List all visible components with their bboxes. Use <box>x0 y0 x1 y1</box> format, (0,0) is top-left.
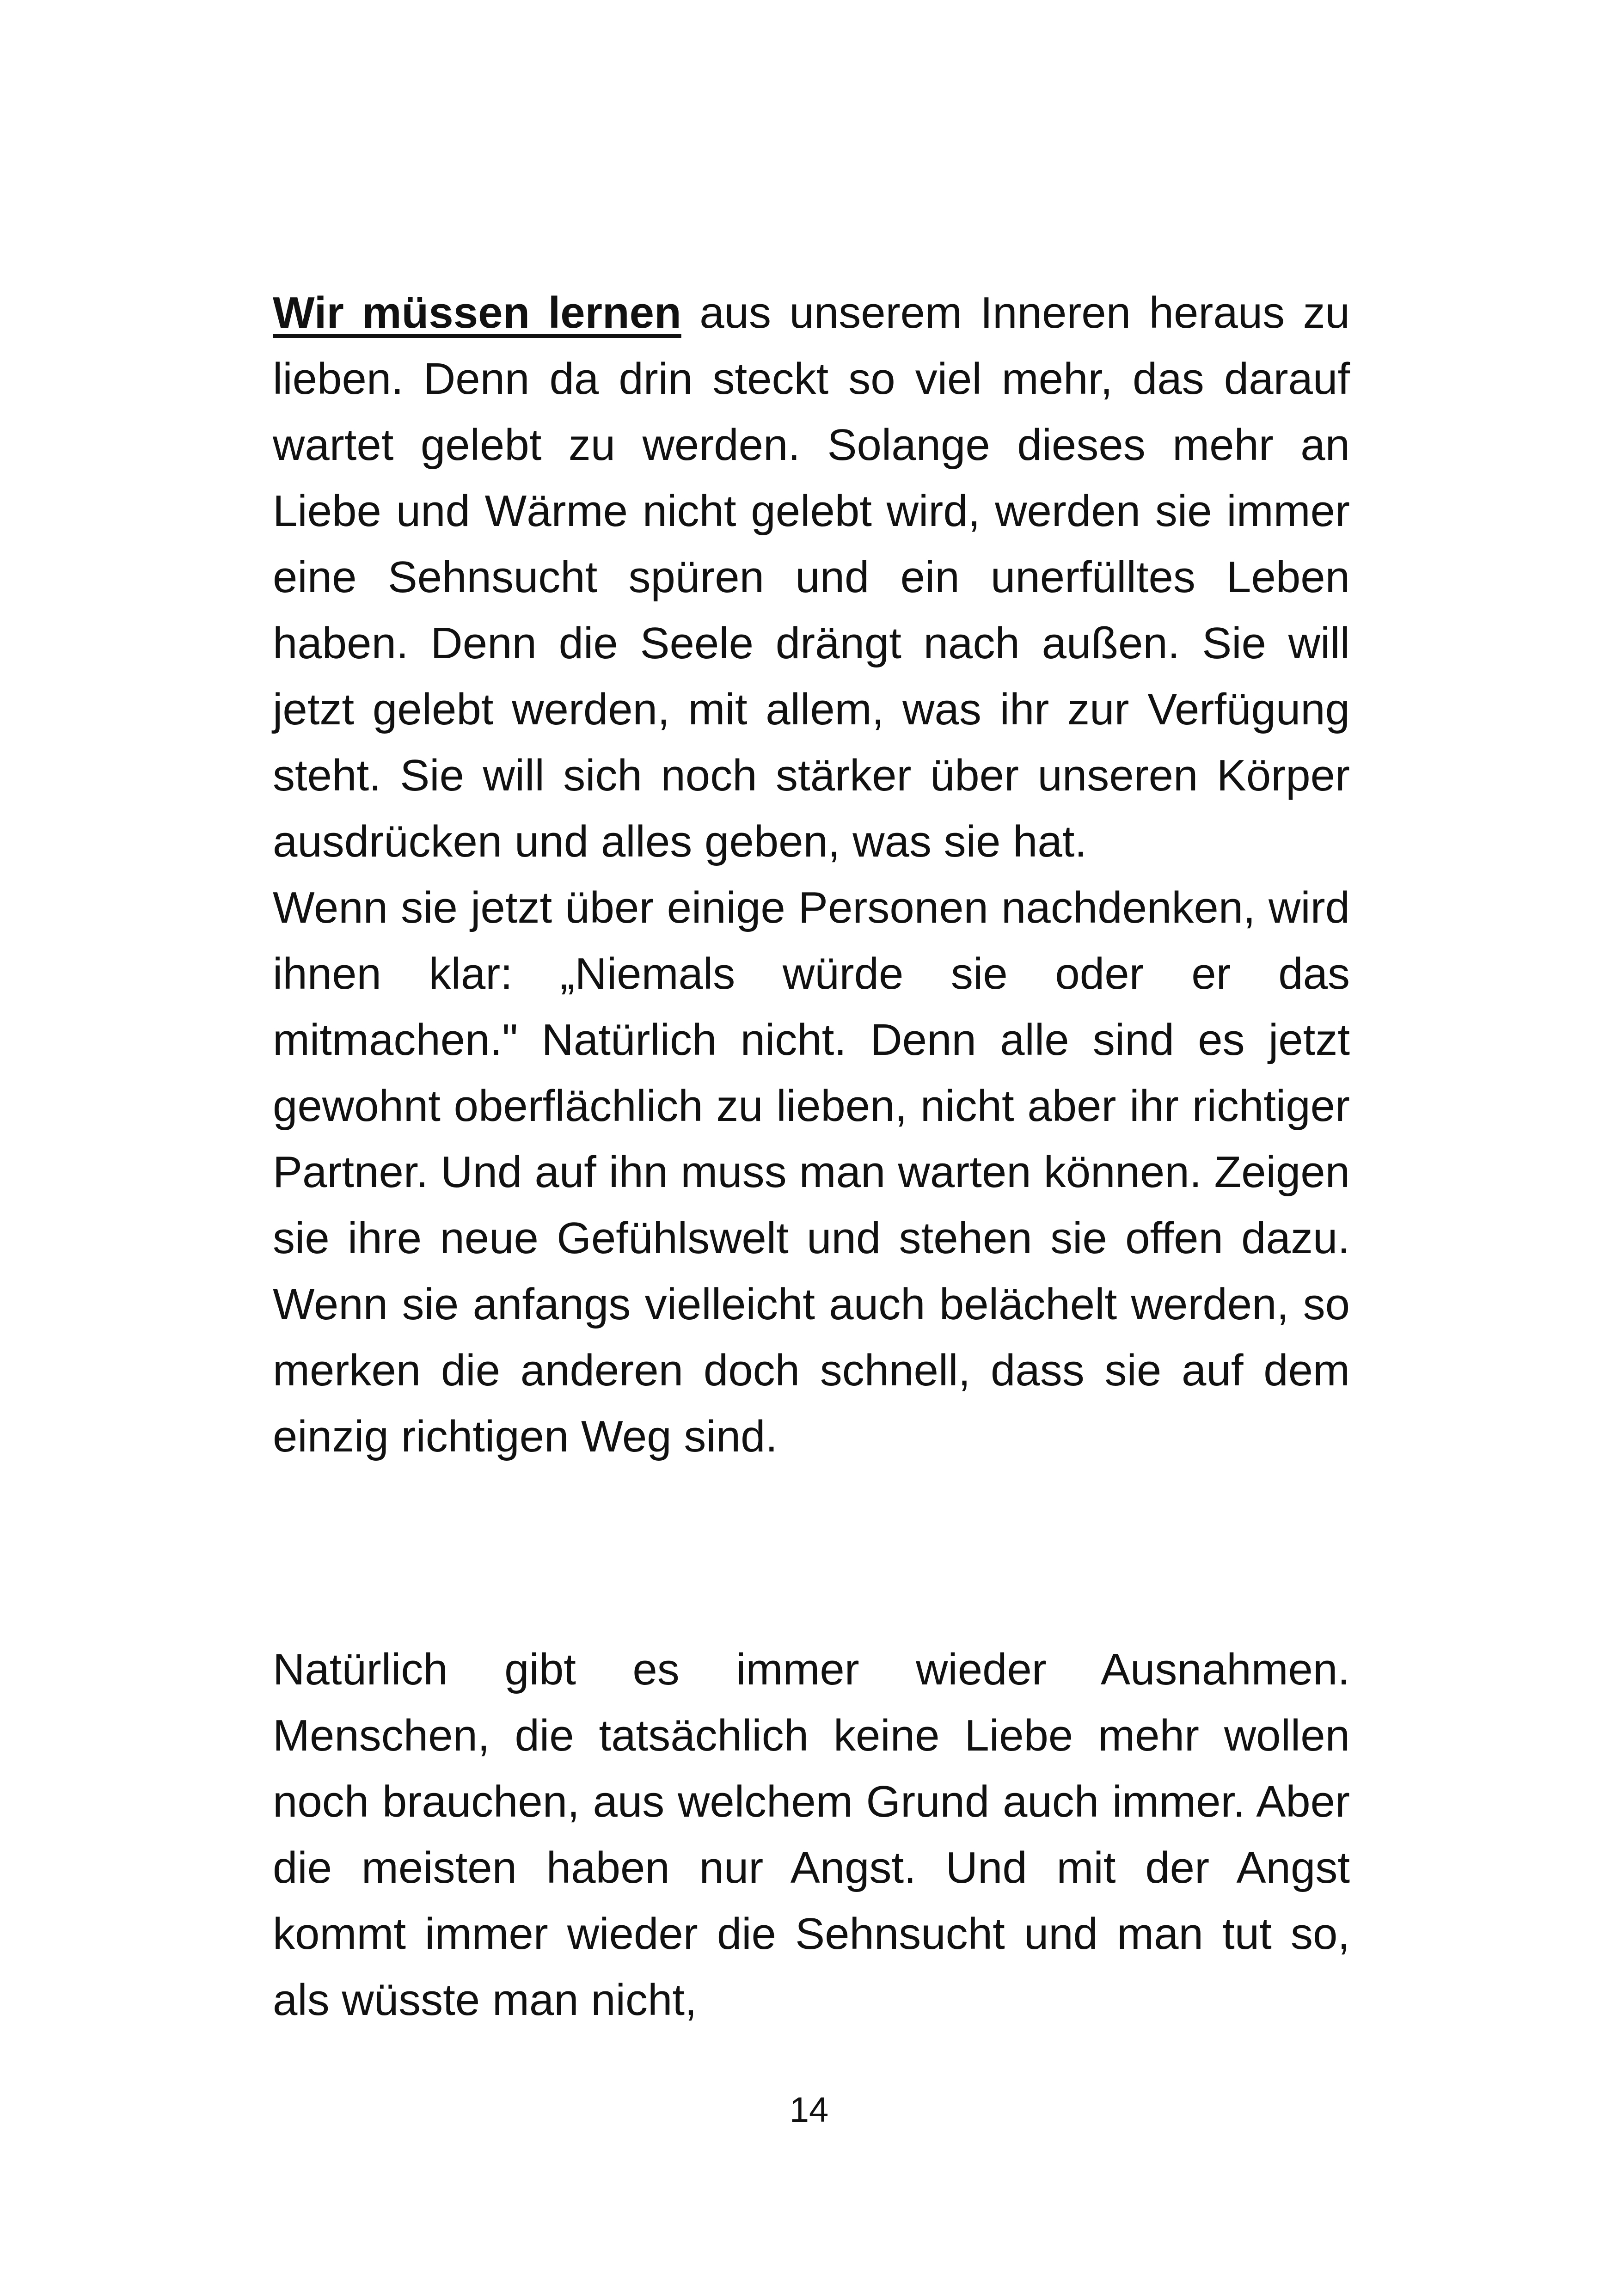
text-block-upper <box>273 280 1350 1469</box>
text-block-lower <box>273 1636 1350 2033</box>
paragraph-3: Natürlich gibt es immer wieder Ausnahmen. Menschen, die tatsächlich keine Liebe mehr wollen noch brauchen, aus welchem Grund auch immer. Aber die meisten haben nur Angst. Und mit der Angst kommt immer wieder die Sehnsucht und man tut so, als wüsste man nicht, <box>273 1645 1350 2025</box>
paragraph-1-text: aus unserem Inneren heraus zu lieben. Denn da drin steckt so viel mehr, das darauf wartet gelebt zu werden. Solange dieses mehr an Liebe und Wärme nicht gelebt wird, werden sie immer eine Sehnsucht spüren und ein unerfülltes Leben haben. Denn die Seele drängt nach außen. Sie will jetzt gelebt werden, mit allem, was ihr zur Verfügung steht. Sie will sich noch stärker über unseren Körper ausdrücken und alles geben, was sie hat. <box>273 288 1350 866</box>
lead-emphasis: Wir müssen lernen <box>273 288 681 337</box>
paragraph-2: Wenn sie jetzt über einige Personen nachdenken, wird ihnen klar: „Niemals würde sie oder er das mitmachen." Natürlich nicht. Denn alle sind es jetzt gewohnt oberflächlich zu lieben, nicht aber ihr richtiger Partner. Und auf ihn muss man warten können. Zeigen sie ihre neue Gefühlswelt und stehen sie offen dazu. Wenn sie anfangs vielleicht auch belächelt werden, so merken die anderen doch schnell, dass sie auf dem einzig richtigen Weg sind. <box>273 883 1350 1461</box>
paragraph-1 <box>273 280 1350 875</box>
page-number: 14 <box>789 2090 829 2130</box>
